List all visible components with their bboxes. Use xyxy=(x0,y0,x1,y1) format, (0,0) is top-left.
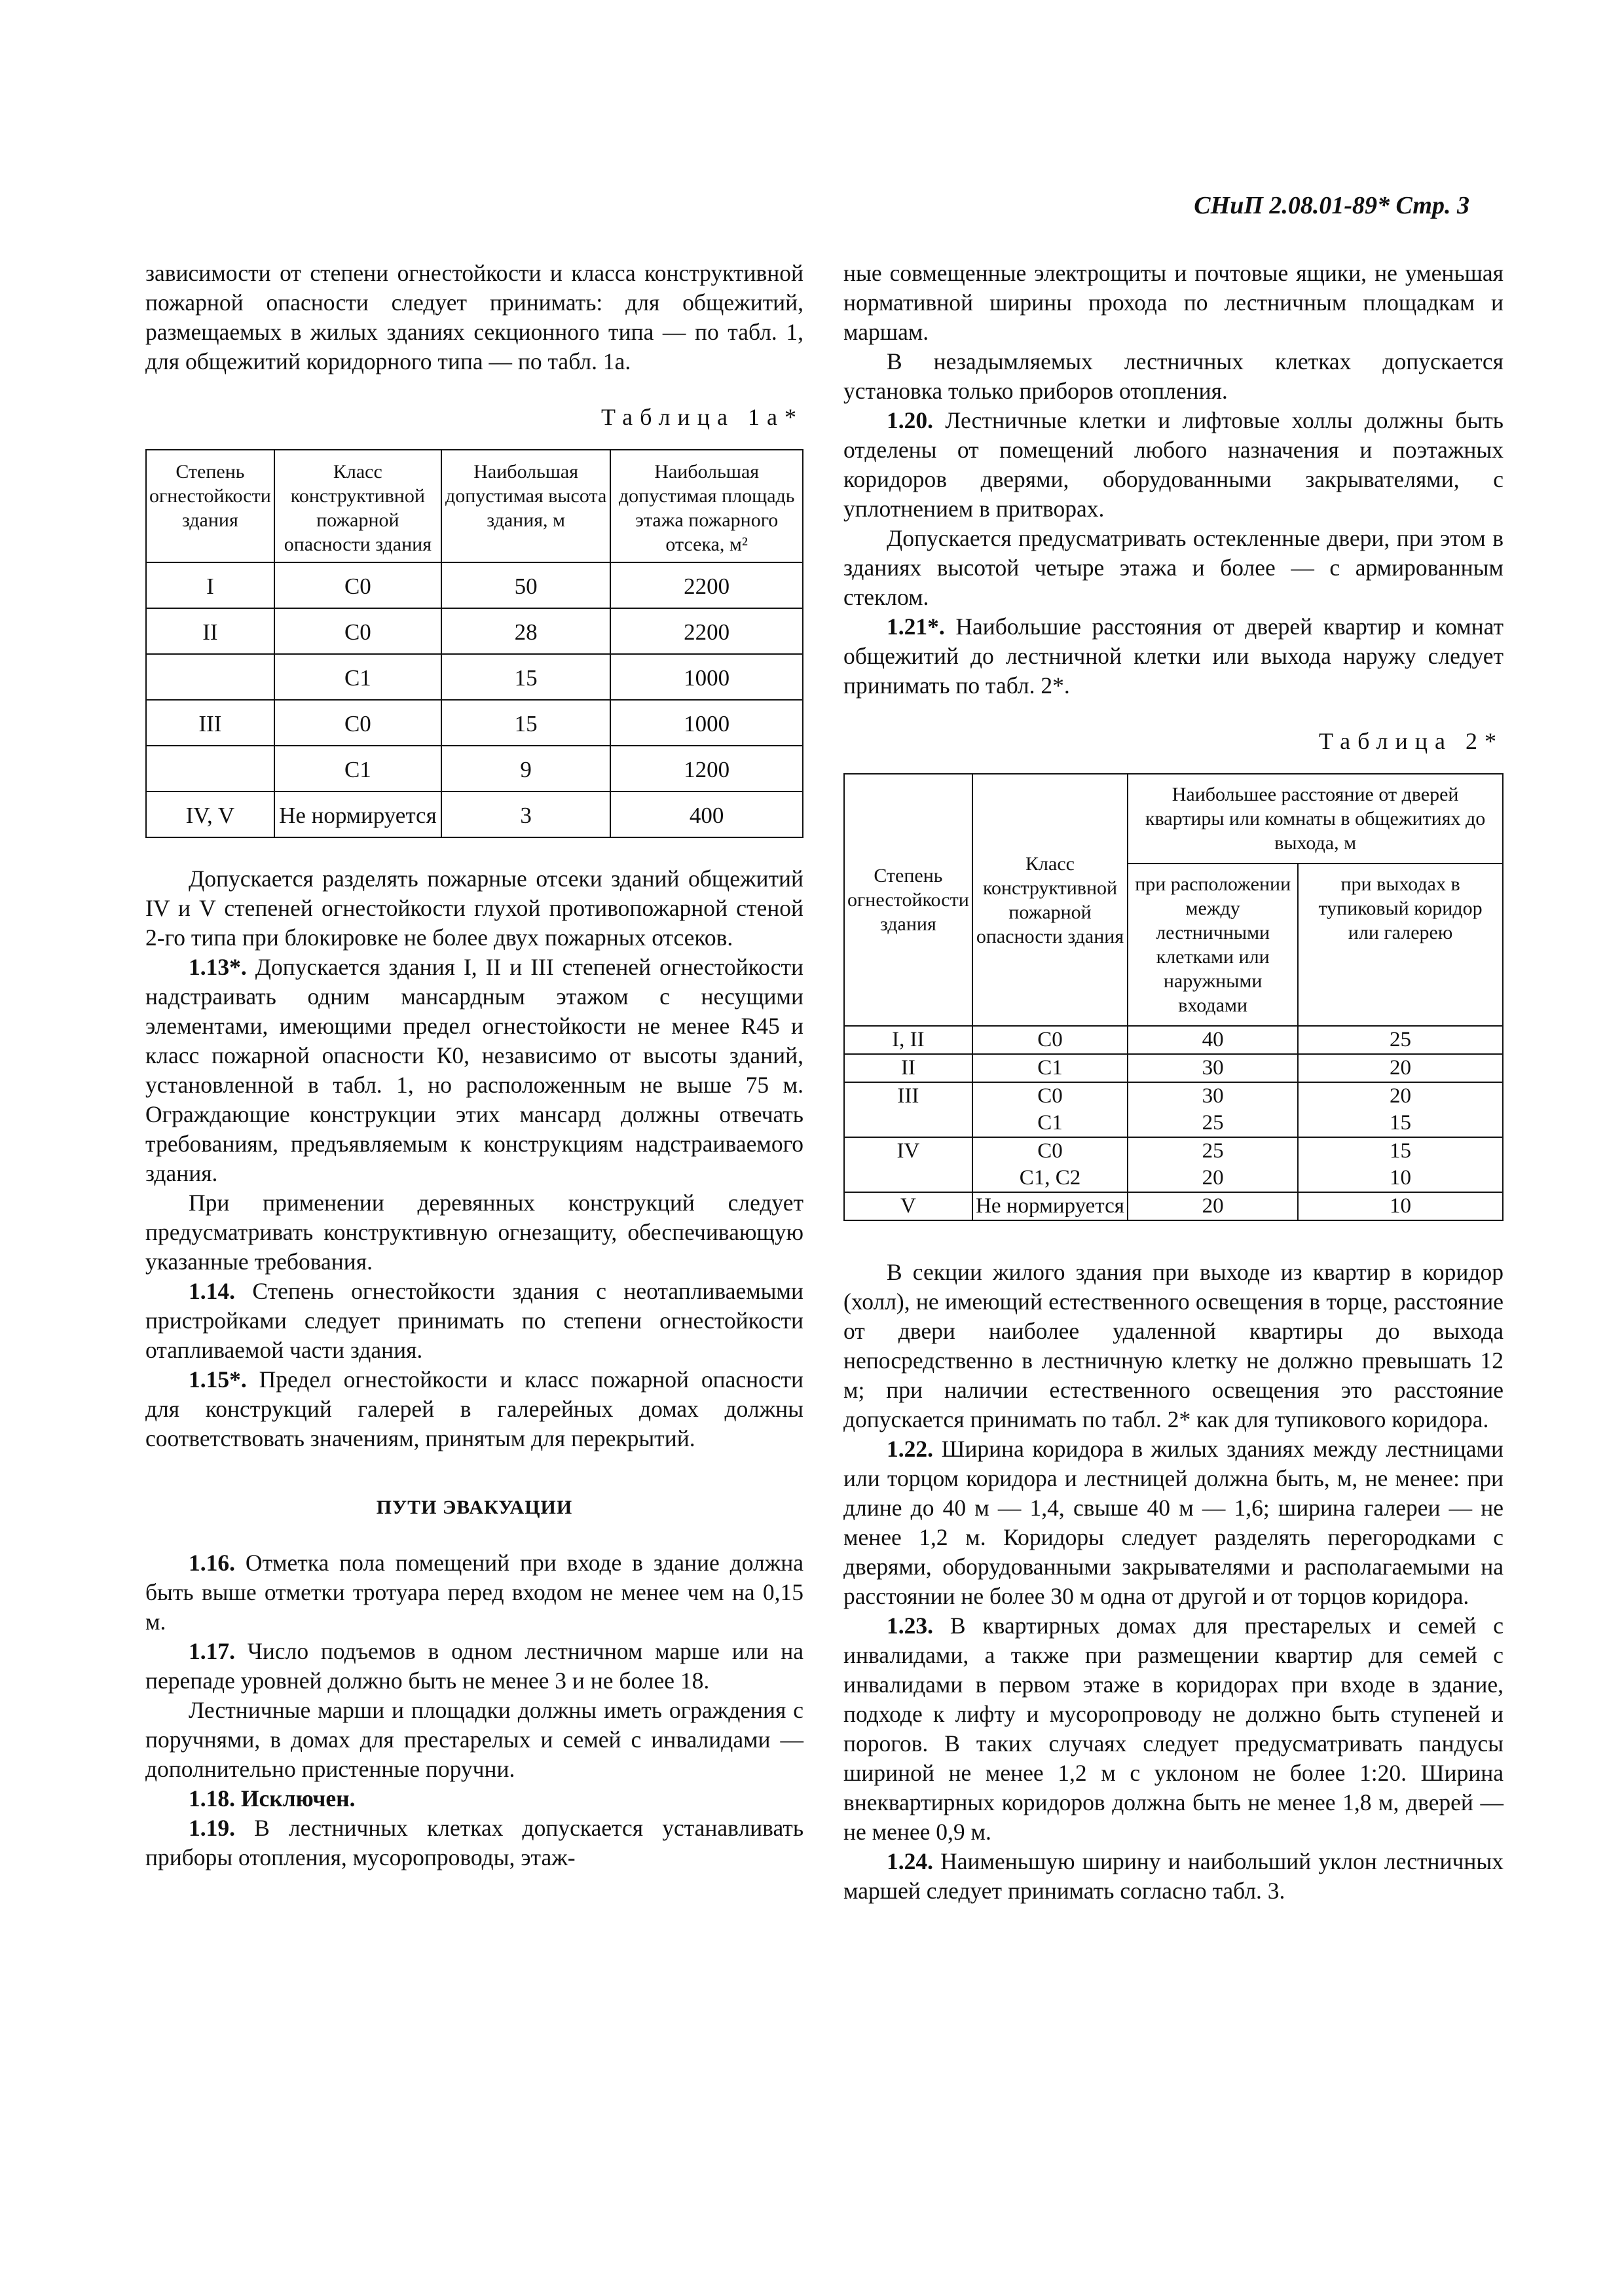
table-cell: C0 xyxy=(274,700,441,746)
paragraph-smokeproof: В незадымляемых лестничных клетках допускается установка только приборов отопления. xyxy=(843,348,1504,404)
clause-text: Наименьшую ширину и наибольший уклон лестничных маршей следует принимать согласно табл. 3. xyxy=(843,1848,1504,1904)
table-cell: 1000 xyxy=(610,654,803,700)
clause-number: 1.23. xyxy=(887,1613,933,1639)
table-cell: C0 xyxy=(274,608,441,654)
table-cell: C1, C2 xyxy=(972,1165,1128,1192)
table-cell: 20 xyxy=(1128,1192,1298,1220)
paragraph-stairs: Лестничные марши и площадки должны иметь ограждения с поручнями, в домах для престарелых и семей с инвалидами — дополнительно пристенные поручни. xyxy=(145,1697,803,1782)
table-cell: 1200 xyxy=(610,746,803,792)
section-title: ПУТИ ЭВАКУАЦИИ xyxy=(376,1497,573,1518)
clause-number: 1.13*. xyxy=(189,954,247,980)
table-cell: 25 xyxy=(1128,1137,1298,1165)
table-cell: 28 xyxy=(441,608,610,654)
paragraph-glass-doors: Допускается предусматривать остекленные двери, при этом в зданиях высотой четыре этажа и более — с армированным стеклом. xyxy=(843,525,1504,610)
paragraph-1-16 xyxy=(145,1548,803,1637)
table-cell: I, II xyxy=(844,1026,972,1054)
table-cell: 1000 xyxy=(610,700,803,746)
table-row xyxy=(844,1082,1503,1110)
paragraph-1-17 xyxy=(145,1637,803,1696)
paragraph-1-20 xyxy=(843,406,1504,524)
table-2-caption: Таблица 2* xyxy=(1319,728,1504,754)
table-cell: 3 xyxy=(441,792,610,837)
table-cell: 40 xyxy=(1128,1026,1298,1054)
table-cell: 2200 xyxy=(610,608,803,654)
table-cell: C1 xyxy=(274,746,441,792)
clause-number: 1.21*. xyxy=(887,613,945,640)
table-cell: C1 xyxy=(274,654,441,700)
table-cell: 30 xyxy=(1128,1082,1298,1110)
page-header: СНиП 2.08.01-89* Стр. 3 xyxy=(1194,192,1469,219)
clause-text: Допускается здания I, II и III степеней огнестойкости надстраивать одним мансардным этажом с несущими элементами, имеющими предел огнестойкости не менее R45 и класс пожарной опасности К0, независимо от высоты зданий, установленной в табл. 1, но расположенным не выше 75 м. Ограждающие конструкции этих мансард должны отвечать требованиям, предъявляемым к конструкциям надстраиваемого здания. xyxy=(145,954,804,1186)
paragraph-1-18 xyxy=(145,1784,803,1813)
table-cell: 2200 xyxy=(610,562,803,608)
intro-paragraph: зависимости от степени огнестойкости и класса конструктивной пожарной опасности следует принимать: для общежитий, размещаемых в жилых зданиях секционного типа — по табл. 1, для общежитий коридорного типа — по табл. 1а. xyxy=(145,260,803,374)
paragraph-1-23 xyxy=(843,1611,1504,1847)
clause-text: В квартирных домах для престарелых и семей с инвалидами, а также при размещении квартир для семей с инвалидами в первом этаже в коридорах при входе в здание, подходе к лифту и мусоропроводу не должно быть ступеней и порогов. В таких случаях следует предусматривать пандусы шириной не менее 1,2 м с уклоном не более 1:20. Ширина внеквартирных коридоров должна быть не менее 1,8 м, дверей — не менее 0,9 м. xyxy=(843,1613,1504,1845)
clause-text: Число подъемов в одном лестничном марше или на перепаде уровней должно быть не менее 3 и не более 18. xyxy=(145,1638,804,1694)
table-header-degree: Степень огнестойкости здания xyxy=(146,450,274,562)
clause-text: Отметка пола помещений при входе в здание должна быть выше отметки тротуара перед входом не менее чем на 0,15 м. xyxy=(145,1550,803,1635)
table-header-dead-end: при выходах в тупиковый коридор или галерею xyxy=(1298,864,1503,1026)
left-column xyxy=(145,259,803,1872)
paragraph-wood: При применении деревянных конструкций следует предусматривать конструктивную огнезащиту, обеспечивающую указанные требования. xyxy=(145,1190,803,1275)
clause-text: Наибольшие расстояния от дверей квартир и комнат общежитий до лестничной клетки или выхода наружу следует принимать по табл. 2*. xyxy=(843,613,1504,699)
clause-text: Исключен. xyxy=(240,1785,356,1812)
clause-number: 1.20. xyxy=(887,407,933,433)
table-row xyxy=(844,1165,1503,1192)
table-cell: C1 xyxy=(972,1110,1128,1137)
table-cell: 15 xyxy=(441,700,610,746)
table-header-distance: Наибольшее расстояние от дверей квартиры или комнаты в общежитиях до выхода, м xyxy=(1128,774,1503,864)
clause-number: 1.18. xyxy=(189,1785,235,1812)
table-header-height: Наибольшая допустимая высота здания, м xyxy=(441,450,610,562)
paragraph-1-19 xyxy=(145,1813,803,1872)
table-row xyxy=(844,1137,1503,1165)
paragraph-1-14 xyxy=(145,1277,803,1365)
table-row xyxy=(146,562,803,608)
table-1a-caption: Таблица 1а* xyxy=(601,404,803,430)
table-cell: 15 xyxy=(441,654,610,700)
clause-text: Лестничные клетки и лифтовые холлы должны быть отделены от помещений любого назначения и поэтажных коридоров дверями, оборудованными закрывателями, с уплотнением в притворах. xyxy=(843,407,1504,522)
table-cell: 10 xyxy=(1298,1165,1503,1192)
table-cell: C0 xyxy=(274,562,441,608)
paragraph-1-13 xyxy=(145,953,803,1188)
clause-number: 1.19. xyxy=(189,1815,235,1841)
table-cell xyxy=(844,1110,972,1137)
table-cell: V xyxy=(844,1192,972,1220)
table-cell: II xyxy=(146,608,274,654)
table-cell: C0 xyxy=(972,1026,1128,1054)
table-cell: 9 xyxy=(441,746,610,792)
table-cell: 50 xyxy=(441,562,610,608)
clause-text: Предел огнестойкости и класс пожарной опасности для конструкций галерей в галерейных домах должны соответствовать значениям, принятым для перекрытий. xyxy=(145,1366,803,1451)
clause-number: 1.16. xyxy=(189,1550,235,1576)
table-row xyxy=(146,608,803,654)
table-row xyxy=(844,1192,1503,1220)
table-row xyxy=(146,700,803,746)
table-cell: 15 xyxy=(1298,1137,1503,1165)
table-2 xyxy=(843,773,1504,1221)
table-cell xyxy=(146,746,274,792)
paragraph-1-15 xyxy=(145,1365,803,1453)
clause-text: В лестничных клетках допускается устанавливать приборы отопления, мусоропроводы, этаж- xyxy=(145,1815,804,1870)
paragraph-section-corridor: В секции жилого здания при выходе из квартир в коридор (холл), не имеющий естественного освещения в торце, расстояние от двери наиболее удаленной квартиры до выхода непосредственно в лестничную клетку не должно превышать 12 м; при наличии естественного освещения это расстояние допускается принимать по табл. 2* как для тупикового коридора. xyxy=(843,1259,1504,1432)
clause-text: Степень огнестойкости здания с неотапливаемыми пристройками следует принимать по степени огнестойкости отапливаемой части здания. xyxy=(145,1278,803,1363)
paragraph-continuation: ные совмещенные электрощиты и почтовые ящики, не уменьшая нормативной ширины прохода по лестничным площадкам и маршам. xyxy=(843,260,1504,345)
table-header-degree: Степень огнестойкости здания xyxy=(844,774,972,1026)
clause-number: 1.22. xyxy=(887,1436,933,1462)
table-header-class: Класс конструктивной пожарной опасности здания xyxy=(274,450,441,562)
clause-number: 1.15*. xyxy=(189,1366,247,1393)
paragraph-1-21 xyxy=(843,612,1504,701)
table-cell: 25 xyxy=(1298,1026,1503,1054)
clause-number: 1.17. xyxy=(189,1638,235,1664)
table-cell: Не нормируется xyxy=(972,1192,1128,1220)
clause-number: 1.24. xyxy=(887,1848,933,1874)
table-cell: C0 xyxy=(972,1137,1128,1165)
table-cell: III xyxy=(146,700,274,746)
table-cell: IV, V xyxy=(146,792,274,837)
table-row xyxy=(844,1026,1503,1054)
table-cell: 30 xyxy=(1128,1054,1298,1082)
table-header-class: Класс конструктивной пожарной опасности здания xyxy=(972,774,1128,1026)
table-cell: 20 xyxy=(1128,1165,1298,1192)
paragraph-fire-compartments: Допускается разделять пожарные отсеки зданий общежитий IV и V степеней огнестойкости глухой противопожарной стеной 2-го типа при блокировке не более двух пожарных отсеков. xyxy=(145,866,803,951)
table-row xyxy=(844,1110,1503,1137)
table-cell: III xyxy=(844,1082,972,1110)
table-cell xyxy=(844,1165,972,1192)
table-header-area: Наибольшая допустимая площадь этажа пожарного отсека, м² xyxy=(610,450,803,562)
table-1a xyxy=(145,449,803,838)
table-row xyxy=(844,1054,1503,1082)
table-header-between-stairs: при расположении между лестничными клетками или наружными входами xyxy=(1128,864,1298,1026)
table-cell: 25 xyxy=(1128,1110,1298,1137)
table-row xyxy=(146,746,803,792)
table-cell: 10 xyxy=(1298,1192,1503,1220)
table-cell: 400 xyxy=(610,792,803,837)
table-cell: I xyxy=(146,562,274,608)
table-cell: C0 xyxy=(972,1082,1128,1110)
table-row xyxy=(146,792,803,837)
table-cell: 20 xyxy=(1298,1054,1503,1082)
paragraph-1-22 xyxy=(843,1434,1504,1611)
clause-text: Ширина коридора в жилых зданиях между лестницами или торцом коридора и лестницей должна быть, м, не менее: при длине до 40 м — 1,4, свыше 40 м — 1,6; ширина галереи — не менее 1,2 м. Коридоры следует разделять перегородками с дверями, оборудованными закрывателями и располагаемыми на расстоянии не более 30 м одна от другой и от торцов коридора. xyxy=(843,1436,1504,1609)
paragraph-1-24 xyxy=(843,1847,1504,1906)
table-cell: C1 xyxy=(972,1054,1128,1082)
table-cell: Не нормируется xyxy=(274,792,441,837)
right-column xyxy=(843,259,1504,1906)
table-cell: 20 xyxy=(1298,1082,1503,1110)
table-cell xyxy=(146,654,274,700)
table-cell: II xyxy=(844,1054,972,1082)
table-cell: IV xyxy=(844,1137,972,1165)
table-cell: 15 xyxy=(1298,1110,1503,1137)
clause-number: 1.14. xyxy=(189,1278,235,1304)
table-row xyxy=(146,654,803,700)
